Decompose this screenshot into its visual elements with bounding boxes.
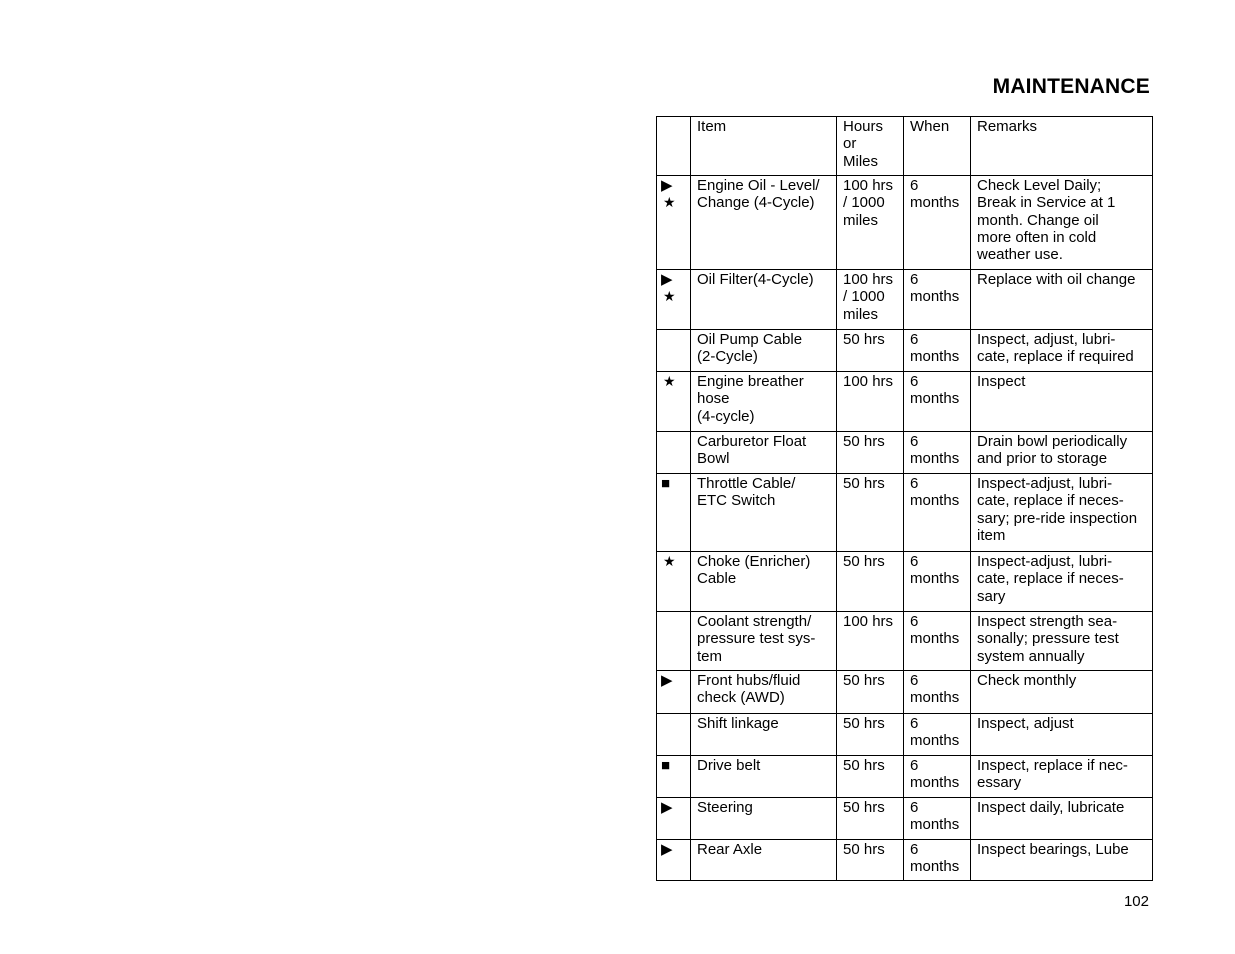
table-row — [657, 176, 1153, 270]
when-line: 6 — [910, 331, 919, 348]
table-row — [657, 840, 1153, 881]
item-cell — [691, 372, 837, 432]
item-cell — [691, 671, 837, 714]
hours-line: 50 hrs — [843, 841, 885, 858]
when-cell — [904, 176, 971, 270]
triangle-marker-icon: ▶ — [661, 672, 673, 689]
remarks-cell — [971, 432, 1153, 474]
when-cell — [904, 270, 971, 330]
hours-cell — [837, 330, 904, 372]
remarks-line: Inspect, adjust, lubri- — [977, 331, 1116, 348]
star-marker-icon: ★ — [663, 288, 676, 305]
remarks-line: Replace with oil change — [977, 271, 1136, 288]
when-line: months — [910, 570, 960, 588]
item-line: Steering — [697, 799, 753, 816]
when-cell — [904, 474, 971, 552]
hours-cell — [837, 756, 904, 798]
remarks-line: Inspect daily, lubricate — [977, 799, 1125, 816]
when-line: months — [910, 288, 960, 306]
hours-line: 50 hrs — [843, 672, 885, 689]
hours-line: 100 hrs — [843, 177, 894, 194]
remarks-cell — [971, 756, 1153, 798]
symbol-cell — [657, 270, 691, 330]
item-line: Cable — [697, 570, 737, 588]
page-title: MAINTENANCE — [992, 75, 1150, 98]
triangle-marker-icon: ▶ — [661, 177, 673, 194]
star-marker-icon: ★ — [663, 553, 676, 569]
item-line: hose — [697, 390, 730, 408]
remarks-line: Check Level Daily; — [977, 177, 1102, 194]
item-line: Engine breather — [697, 373, 804, 390]
hours-line: 50 hrs — [843, 553, 885, 570]
when-cell — [904, 330, 971, 372]
hours-line: 100 hrs — [843, 373, 894, 390]
remarks-cell — [971, 840, 1153, 881]
when-cell — [904, 612, 971, 671]
symbol-cell — [657, 372, 691, 432]
hours-line: 100 hrs — [843, 613, 894, 630]
table-row — [657, 714, 1153, 756]
remarks-line: sonally; pressure test — [977, 630, 1119, 648]
item-line: Change (4-Cycle) — [697, 194, 815, 212]
item-line: tem — [697, 647, 723, 665]
triangle-marker-icon: ▶ — [661, 271, 673, 288]
item-cell — [691, 270, 837, 330]
remarks-line: Inspect bearings, Lube — [977, 841, 1129, 858]
symbol-cell — [657, 176, 691, 270]
triangle-marker-icon: ▶ — [661, 841, 673, 858]
when-cell — [904, 671, 971, 714]
hours-line: / 1000 — [843, 288, 885, 306]
item-cell — [691, 756, 837, 798]
star-marker-icon: ★ — [663, 194, 676, 211]
remarks-cell — [971, 176, 1153, 270]
remarks-line: sary — [977, 587, 1006, 605]
when-line: months — [910, 348, 960, 366]
maintenance-table — [656, 116, 1153, 881]
item-line: Drive belt — [697, 757, 761, 774]
item-line: Throttle Cable/ — [697, 475, 796, 492]
table-row — [657, 612, 1153, 671]
remarks-line: more often in cold — [977, 228, 1097, 246]
when-cell — [904, 756, 971, 798]
remarks-line: Inspect — [977, 373, 1026, 390]
item-line: Choke (Enricher) — [697, 553, 811, 570]
header-hours-line: or — [843, 135, 857, 153]
remarks-cell — [971, 671, 1153, 714]
when-line: 6 — [910, 613, 919, 630]
triangle-marker-icon: ▶ — [661, 799, 673, 816]
when-line: 6 — [910, 672, 919, 689]
remarks-line: Inspect-adjust, lubri- — [977, 553, 1113, 570]
symbol-cell — [657, 714, 691, 756]
remarks-line: Inspect, adjust — [977, 715, 1074, 732]
hours-cell — [837, 372, 904, 432]
hours-cell — [837, 671, 904, 714]
symbol-cell — [657, 330, 691, 372]
item-line: ETC Switch — [697, 492, 776, 510]
hours-cell — [837, 612, 904, 671]
remarks-cell — [971, 612, 1153, 671]
remarks-line: weather use. — [977, 246, 1063, 264]
table-row — [657, 372, 1153, 432]
hours-line: 50 hrs — [843, 475, 885, 492]
hours-line: 50 hrs — [843, 331, 885, 348]
item-cell — [691, 552, 837, 612]
when-line: 6 — [910, 475, 919, 492]
remarks-cell — [971, 474, 1153, 552]
remarks-line: Inspect-adjust, lubri- — [977, 475, 1113, 492]
hours-line: miles — [843, 305, 879, 323]
item-line: Rear Axle — [697, 841, 763, 858]
when-line: months — [910, 816, 960, 834]
page-number: 102 — [1123, 893, 1149, 910]
star-marker-icon: ★ — [663, 373, 676, 389]
table-row — [657, 671, 1153, 714]
remarks-line: essary — [977, 774, 1022, 792]
symbol-cell — [657, 552, 691, 612]
square-marker-icon: ■ — [661, 475, 671, 492]
header-hours-line: Hours — [843, 118, 884, 135]
hours-line: 50 hrs — [843, 799, 885, 816]
when-cell — [904, 372, 971, 432]
hours-cell — [837, 474, 904, 552]
remarks-cell — [971, 798, 1153, 840]
item-cell — [691, 840, 837, 881]
table-row — [657, 756, 1153, 798]
hours-cell — [837, 432, 904, 474]
item-line: Shift linkage — [697, 715, 779, 732]
header-hours — [837, 117, 904, 176]
remarks-line: month. Change oil — [977, 211, 1099, 229]
remarks-line: Inspect strength sea- — [977, 613, 1118, 630]
table-row — [657, 270, 1153, 330]
when-line: months — [910, 450, 960, 468]
when-line: months — [910, 194, 960, 212]
symbol-cell — [657, 432, 691, 474]
when-line: 6 — [910, 433, 919, 450]
hours-cell — [837, 176, 904, 270]
item-line: Oil Pump Cable — [697, 331, 803, 348]
remarks-cell — [971, 330, 1153, 372]
symbol-cell — [657, 671, 691, 714]
table-row — [657, 330, 1153, 372]
remarks-cell — [971, 552, 1153, 612]
when-line: months — [910, 732, 960, 750]
when-cell — [904, 552, 971, 612]
table-row — [657, 552, 1153, 612]
item-line: (2-Cycle) — [697, 348, 758, 366]
remarks-cell — [971, 714, 1153, 756]
when-line: months — [910, 390, 960, 408]
when-cell — [904, 714, 971, 756]
remarks-cell — [971, 270, 1153, 330]
hours-cell — [837, 714, 904, 756]
hours-line: 50 hrs — [843, 433, 885, 450]
header-item: Item — [691, 117, 837, 176]
item-cell — [691, 714, 837, 756]
when-line: 6 — [910, 841, 919, 858]
when-line: 6 — [910, 373, 919, 390]
item-line: (4-cycle) — [697, 407, 755, 425]
hours-cell — [837, 552, 904, 612]
remarks-line: sary; pre-ride inspection — [977, 509, 1138, 527]
header-hours-line: Miles — [843, 152, 879, 170]
remarks-cell — [971, 372, 1153, 432]
item-cell — [691, 474, 837, 552]
item-cell — [691, 176, 837, 270]
remarks-line: Break in Service at 1 — [977, 194, 1116, 212]
header-remarks: Remarks — [971, 117, 1153, 176]
item-cell — [691, 798, 837, 840]
when-line: months — [910, 492, 960, 510]
item-line: Engine Oil - Level/ — [697, 177, 820, 194]
symbol-cell — [657, 474, 691, 552]
remarks-line: and prior to storage — [977, 450, 1108, 468]
item-line: Coolant strength/ — [697, 613, 812, 630]
when-line: months — [910, 630, 960, 648]
remarks-line: item — [977, 526, 1006, 544]
remarks-line: cate, replace if neces- — [977, 492, 1124, 510]
item-line: Bowl — [697, 450, 730, 468]
table-header-row — [657, 117, 1153, 176]
remarks-line: Check monthly — [977, 672, 1077, 689]
item-line: Front hubs/fluid — [697, 672, 801, 689]
table-row — [657, 798, 1153, 840]
when-line: months — [910, 689, 960, 707]
item-line: check (AWD) — [697, 689, 785, 707]
when-line: 6 — [910, 715, 919, 732]
hours-line: 50 hrs — [843, 715, 885, 732]
item-cell — [691, 612, 837, 671]
remarks-line: Inspect, replace if nec- — [977, 757, 1128, 774]
when-line: 6 — [910, 271, 919, 288]
hours-cell — [837, 270, 904, 330]
remarks-line: cate, replace if required — [977, 348, 1134, 366]
table-row — [657, 474, 1153, 552]
item-line: pressure test sys- — [697, 630, 816, 648]
hours-cell — [837, 798, 904, 840]
item-line: Carburetor Float — [697, 433, 807, 450]
item-cell — [691, 432, 837, 474]
header-symbol-cell — [657, 117, 691, 176]
square-marker-icon: ■ — [661, 757, 671, 774]
when-line: 6 — [910, 757, 919, 774]
when-line: months — [910, 858, 960, 876]
when-cell — [904, 432, 971, 474]
remarks-line: Drain bowl periodically — [977, 433, 1128, 450]
hours-line: / 1000 — [843, 194, 885, 212]
when-line: 6 — [910, 553, 919, 570]
item-line: Oil Filter(4-Cycle) — [697, 271, 814, 288]
hours-line: miles — [843, 211, 879, 229]
when-line: 6 — [910, 799, 919, 816]
symbol-cell — [657, 840, 691, 881]
header-when: When — [904, 117, 971, 176]
symbol-cell — [657, 798, 691, 840]
when-cell — [904, 798, 971, 840]
symbol-cell — [657, 612, 691, 671]
item-cell — [691, 330, 837, 372]
when-cell — [904, 840, 971, 881]
when-line: months — [910, 774, 960, 792]
table-row — [657, 432, 1153, 474]
remarks-line: cate, replace if neces- — [977, 570, 1124, 588]
symbol-cell — [657, 756, 691, 798]
hours-line: 100 hrs — [843, 271, 894, 288]
hours-line: 50 hrs — [843, 757, 885, 774]
hours-cell — [837, 840, 904, 881]
maintenance-table-body — [657, 176, 1153, 881]
remarks-line: system annually — [977, 647, 1085, 665]
when-line: 6 — [910, 177, 919, 194]
